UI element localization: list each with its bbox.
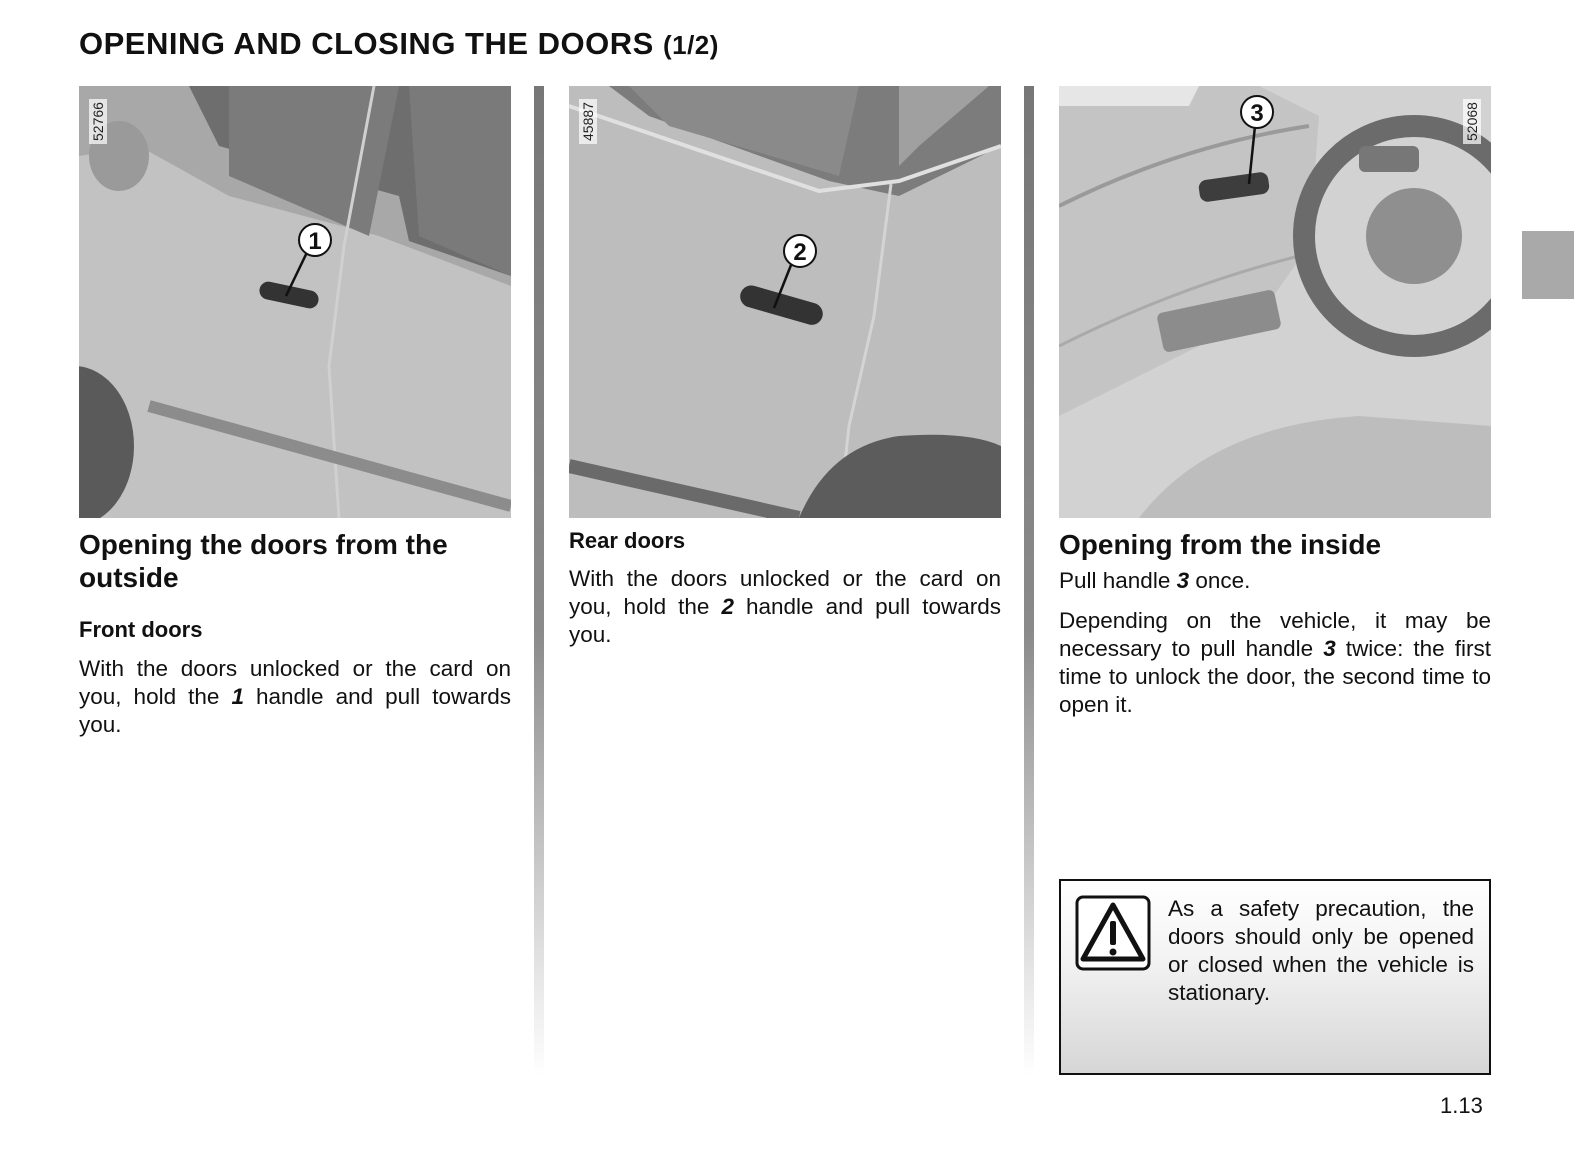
warning-triangle-icon [1075,895,1151,971]
page-title [79,26,719,62]
section-heading: Opening the doors from the outside [79,529,448,593]
subsection-heading: Front doors [79,617,203,642]
page-title-text: OPENING AND CLOSING THE DOORS [79,26,654,61]
paragraph-text: twice: the first time to unlock the door, the second time to open it. [1059,636,1492,717]
safety-warning-box [1059,879,1491,1075]
page-number: 1.13 [1440,1093,1483,1118]
instruction-paragraph [79,655,511,739]
column-divider-1 [534,86,544,1076]
callout-3: 3 [1250,100,1264,127]
callout-1: 1 [308,228,322,255]
paragraph-text: Pull handle [1059,568,1177,593]
instruction-paragraph [1059,607,1491,719]
paragraph-text: handle and pull towards you. [79,684,511,737]
image-reference: 45887 [579,99,597,144]
instruction-paragraph [569,565,1001,649]
image-reference: 52766 [89,99,107,144]
handle-reference: 1 [231,684,244,709]
column-divider-2 [1024,86,1034,1076]
handle-reference: 3 [1176,568,1190,593]
handle-reference: 2 [721,594,734,619]
column-front-doors [79,86,511,739]
paragraph-text: handle and pull towards you. [569,594,1001,647]
callout-2: 2 [793,239,807,266]
chapter-tab [1522,231,1574,299]
rear-door-illustration [569,86,1001,518]
paragraph-text: Depending on the vehicle, it may be necessary to pull handle [1059,608,1491,661]
subsection-heading: Rear doors [569,528,686,553]
paragraph-text: once. [1189,568,1251,593]
page-title-part: (1/2) [662,30,719,60]
front-door-illustration [79,86,511,518]
interior-door-illustration [1059,86,1491,518]
instruction-paragraph [1059,567,1491,595]
image-reference: 52068 [1463,99,1481,144]
column-rear-doors [569,86,1001,649]
section-heading: Opening from the inside [1059,529,1382,560]
warning-text: As a safety precaution, the doors should only be opened or closed when the vehicle is stationary. [1168,896,1474,1005]
paragraph-text: With the doors unlocked or the card on you, hold the [569,566,1001,619]
handle-reference: 3 [1323,636,1336,661]
paragraph-text: With the doors unlocked or the card on you, hold the [79,656,511,709]
column-inside-opening [1059,86,1491,719]
